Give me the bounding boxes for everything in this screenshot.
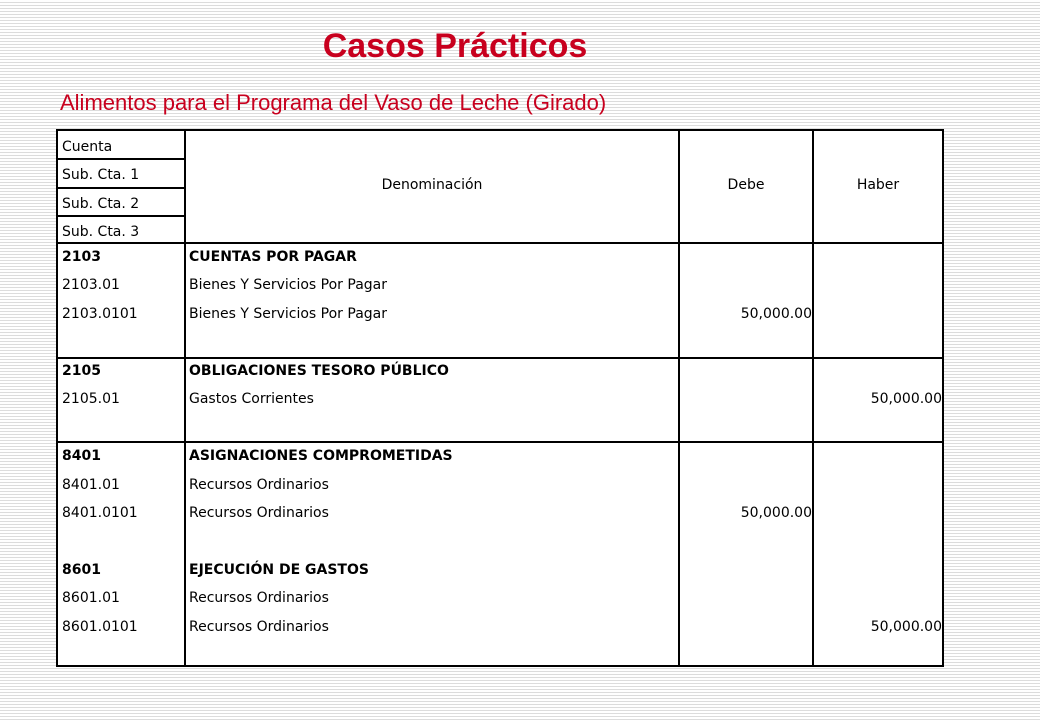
haber-amount: 50,000.00 [870,391,942,407]
account-denominacion: Recursos Ordinarios [189,505,329,521]
account-code: 2103.01 [62,277,120,293]
account-code: 8401 [62,448,101,464]
account-code: 2103.0101 [62,306,138,322]
account-code: 2105 [62,363,101,379]
account-code: 8601.01 [62,590,120,606]
header-divider [58,187,184,189]
account-code: 2105.01 [62,391,120,407]
group-divider [58,441,942,443]
header-cuenta: Cuenta [62,139,113,155]
account-code: 2103 [62,249,101,265]
header-subcta-1: Sub. Cta. 1 [62,167,140,183]
account-denominacion: Bienes Y Servicios Por Pagar [189,306,387,322]
account-denominacion: Recursos Ordinarios [189,477,329,493]
header-debe: Debe [727,177,765,193]
account-denominacion: Recursos Ordinarios [189,619,329,635]
header-bottom-divider [58,242,942,244]
header-divider [58,158,184,160]
account-code: 8401.0101 [62,505,138,521]
account-denominacion: EJECUCIÓN DE GASTOS [189,562,369,578]
group-divider [58,357,942,359]
column-divider [184,131,186,665]
header-haber: Haber [856,177,900,193]
account-code: 8401.01 [62,477,120,493]
header-subcta-3: Sub. Cta. 3 [62,224,140,240]
account-denominacion: Gastos Corrientes [189,391,314,407]
account-denominacion: Bienes Y Servicios Por Pagar [189,277,387,293]
column-divider [678,131,680,665]
header-denominacion: Denominación [381,177,483,193]
account-code: 8601 [62,562,101,578]
account-denominacion: Recursos Ordinarios [189,590,329,606]
page-subtitle: Alimentos para el Programa del Vaso de Leche (Girado) [60,90,607,115]
account-denominacion: OBLIGACIONES TESORO PÚBLICO [189,363,449,379]
debe-amount: 50,000.00 [740,306,812,322]
header-divider [58,215,184,217]
debe-amount: 50,000.00 [740,505,812,521]
header-subcta-2: Sub. Cta. 2 [62,196,140,212]
page-title: Casos Prácticos [322,27,588,65]
account-denominacion: ASIGNACIONES COMPROMETIDAS [189,448,453,464]
account-denominacion: CUENTAS POR PAGAR [189,249,357,265]
account-code: 8601.0101 [62,619,138,635]
haber-amount: 50,000.00 [870,619,942,635]
ledger-table [56,129,944,667]
